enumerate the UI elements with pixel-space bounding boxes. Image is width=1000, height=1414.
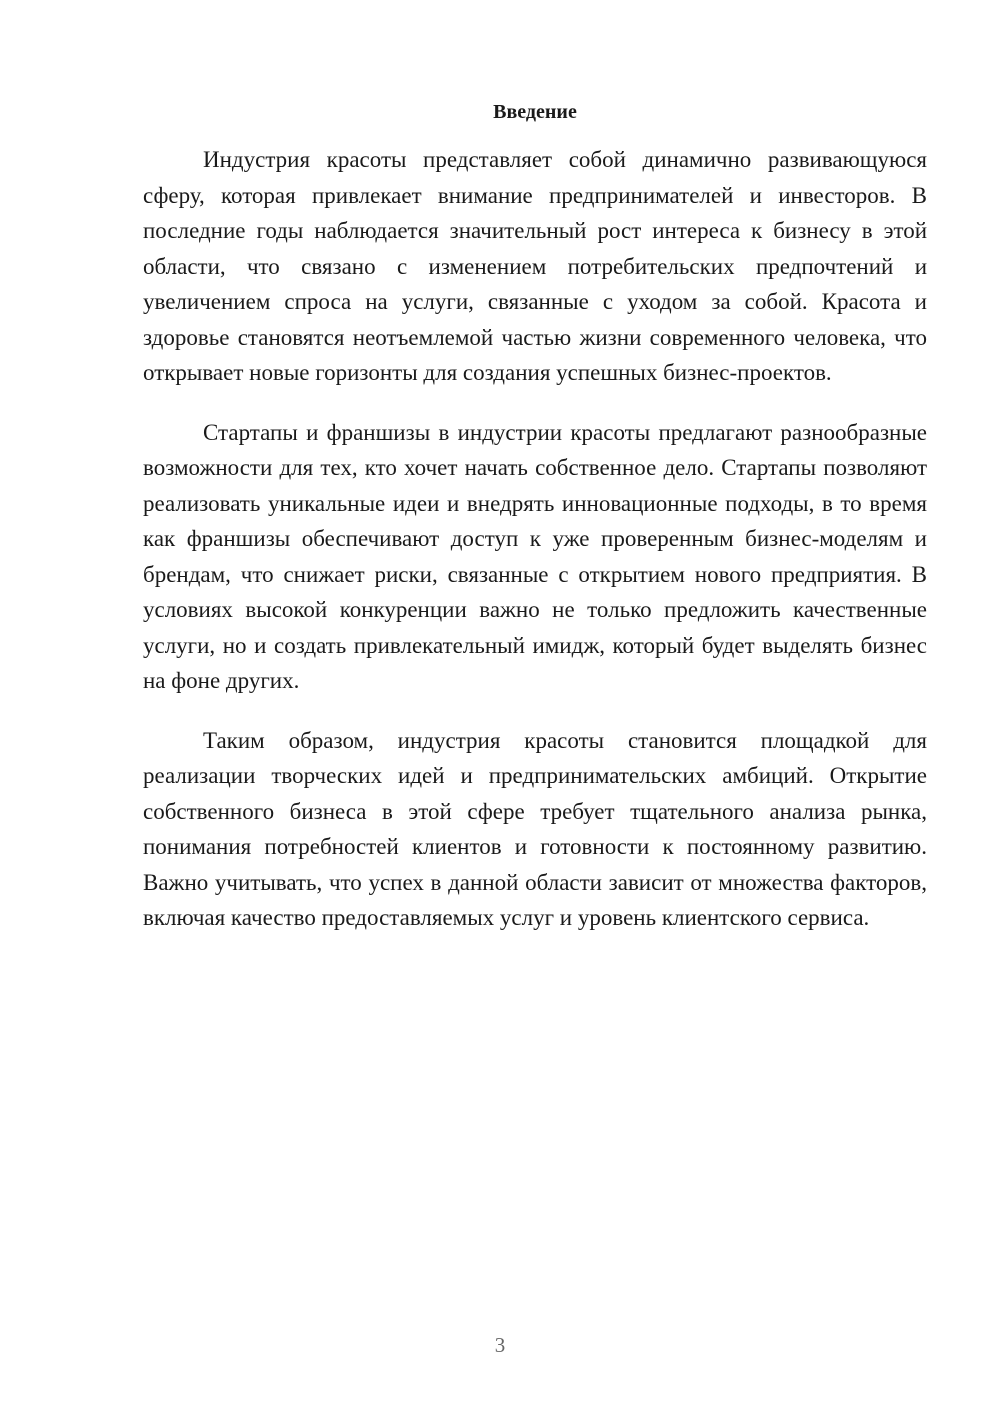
- paragraph: Индустрия красоты представляет собой динамично развивающуюся сферу, которая привлекает внимание предпринимателей и инвесторов. В последние годы наблюдается значительный рост интереса к бизнесу в этой области, что связано с изменением потребительских предпочтений и увеличением спроса на услуги, связанные с уходом за собой. Красота и здоровье становятся неотъемлемой частью жизни современного человека, что открывает новые горизонты для создания успешных бизнес-проектов.: [143, 147, 927, 385]
- paragraph: Стартапы и франшизы в индустрии красоты предлагают разнообразные возможности для тех, кто хочет начать собственное дело. Стартапы позволяют реализовать уникальные идеи и внедрять инновационные подходы, в то время как франшизы обеспечивают доступ к уже проверенным бизнес-моделям и брендам, что снижает риски, связанные с открытием нового предприятия. В условиях высокой конкуренции важно не только предложить качественные услуги, но и создать привлекательный имидж, который будет выделять бизнес на фоне других.: [143, 419, 927, 693]
- section-title: Введение: [493, 101, 577, 123]
- paragraph: Таким образом, индустрия красоты становится площадкой для реализации творческих идей и предпринимательских амбиций. Открытие собственного бизнеса в этой сфере требует тщательного анализа рынка, понимания потребностей клиентов и готовности к постоянному развитию. Важно учитывать, что успех в данной области зависит от множества факторов, включая качество предоставляемых услуг и уровень клиентского сервиса.: [143, 727, 927, 930]
- page-number: 3: [494, 1333, 506, 1357]
- body-text: [143, 142, 927, 960]
